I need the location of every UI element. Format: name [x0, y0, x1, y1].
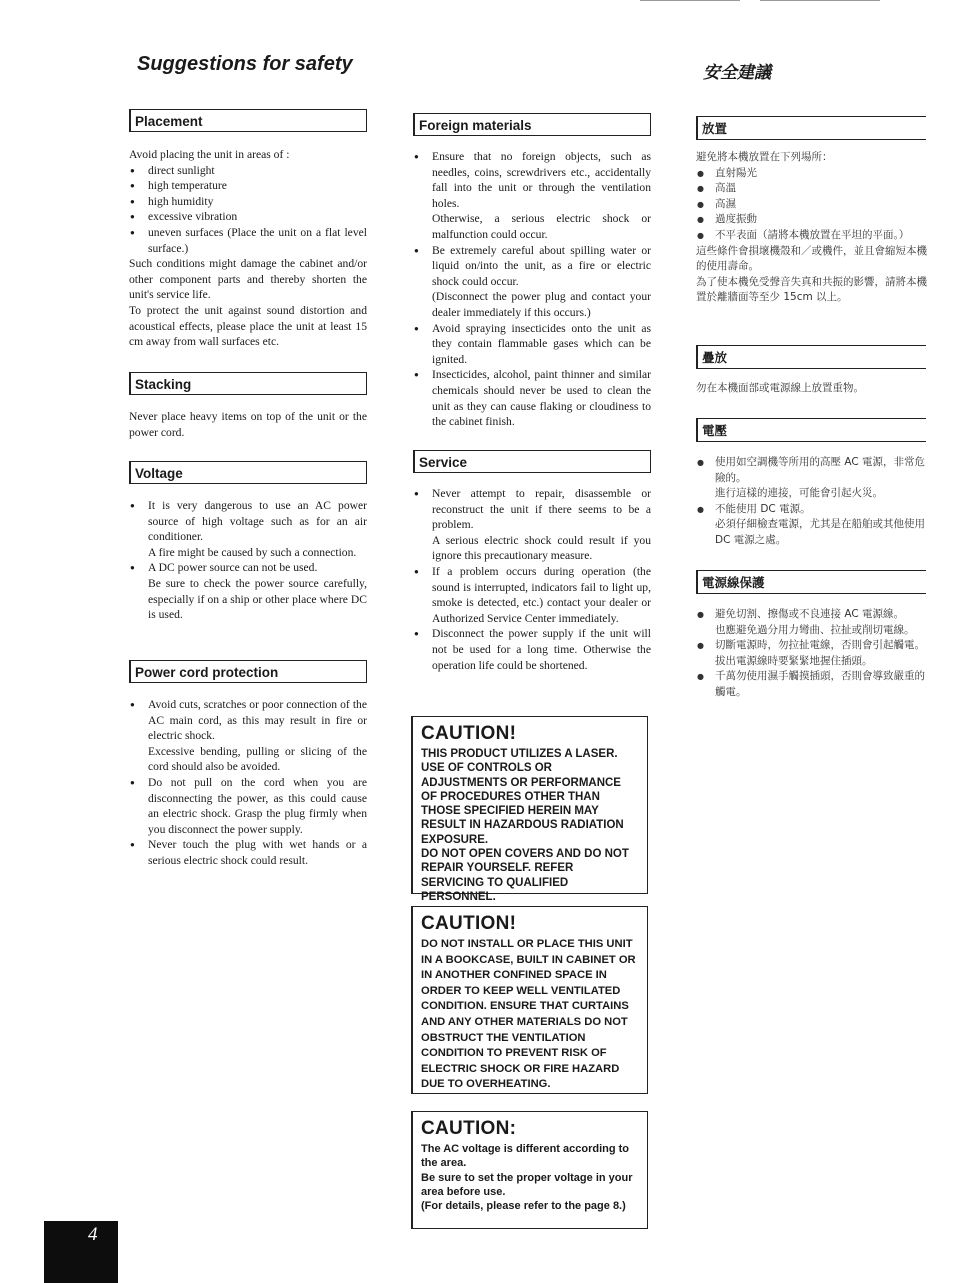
page-title: Suggestions for safety — [137, 53, 353, 75]
list-item-note: 進行這樣的連接，可能會引起火災。 — [715, 487, 883, 500]
list-item: ● Ensure that no foreign objects, such as needles, coins, screwdrivers etc., accidentally fall into the unit or through the ventilation holes. — [413, 149, 651, 211]
list-item-note: Otherwise, a serious electric shock or malfunction could occur. — [432, 212, 651, 241]
list-item-note: 拔出電源線時要緊緊地握住插頭。 — [715, 654, 873, 667]
list-item: ● high temperature — [129, 178, 367, 194]
voltage-section — [129, 498, 367, 623]
section-heading-stacking: Stacking — [129, 372, 367, 395]
cn-placement-section — [696, 150, 928, 306]
placement-paragraph: To protect the unit against sound distortion and acoustical effects, please place the unit at least 15 cm away from wall surfaces etc. — [129, 303, 367, 349]
power-cord-section — [129, 697, 367, 869]
placement-intro: Avoid placing the unit in areas of : — [129, 148, 290, 161]
caution-box-laser — [411, 716, 648, 903]
cn-voltage-section — [696, 455, 928, 549]
cn-stacking-section — [696, 381, 928, 397]
page-number: 4 — [88, 1224, 98, 1245]
list-item: ● Avoid cuts, scratches or poor connection of the AC main cord, as this may result in fire or electric shock. — [129, 697, 367, 744]
foreign-materials-section — [413, 149, 651, 430]
section-heading-power-cord: Power cord protection — [129, 660, 367, 683]
caution-text: The AC voltage is different according to the area. — [421, 1143, 630, 1170]
cn-placement-paragraph: 為了使本機免受聲音失真和共振的影響，請將本機置於離牆面等至少 15cm 以上。 — [696, 275, 927, 304]
cn-stacking-text: 勿在本機面部或電源線上放置重物。 — [696, 382, 864, 394]
section-heading-cn-power-cord: 電源線保護 — [696, 570, 926, 594]
list-item: ● 過度振動 — [696, 212, 928, 228]
list-item-note: (Disconnect the power plug and contact your dealer immediately if this occurs.) — [432, 290, 651, 319]
cn-power-cord-section — [696, 607, 928, 701]
list-item: ● Insecticides, alcohol, paint thinner and similar chemicals should never be used to clean the unit as they can cause flaking or cloudiness to the cabinet finish. — [413, 367, 651, 429]
page-title-cn: 安全建議 — [703, 63, 771, 83]
caution-box-voltage — [411, 1111, 648, 1229]
list-item: ● 不能使用 DC 電源。 — [696, 502, 928, 518]
list-item: ● A DC power source can not be used. — [129, 560, 367, 576]
section-heading-foreign-materials: Foreign materials — [413, 113, 651, 136]
placement-section — [129, 147, 367, 350]
caution-box-ventilation — [411, 906, 648, 1094]
caution-text: (For details, please refer to the page 8.) — [421, 1200, 626, 1213]
stacking-text: Never place heavy items on top of the unit or the power cord. — [129, 410, 367, 439]
caution-title: CAUTION! — [421, 913, 517, 934]
list-item: ● 切斷電源時，勿拉扯電線，否則會引起觸電。 — [696, 638, 928, 654]
list-item: ● Disconnect the power supply if the unit will not be used for a long time. Otherwise the operation life could be shortened. — [413, 626, 651, 673]
list-item: ● Be extremely careful about spilling water or liquid on/into the unit, as a fire or electric shock could occur. — [413, 243, 651, 290]
list-item: ● It is very dangerous to use an AC power source of high voltage such as for an air conditioner. — [129, 498, 367, 545]
cn-placement-intro: 避免將本機放置在下列場所： — [696, 151, 833, 163]
list-item: ● 高濕 — [696, 197, 928, 213]
list-item-note: A serious electric shock could result if you ignore this precautionary measure. — [432, 533, 651, 563]
scan-mark — [760, 0, 880, 1]
list-item: ● excessive vibration — [129, 209, 367, 225]
list-item-note: 也應避免過分用力彎曲、拉扯或削切電線。 — [715, 623, 915, 636]
list-item: ● Never attempt to repair, disassemble or reconstruct the unit if there seems to be a problem. — [413, 486, 651, 533]
caution-text: Be sure to set the proper voltage in your area before use. — [421, 1171, 633, 1198]
list-item: ● Do not pull on the cord when you are disconnecting the power, as this could cause an electric shock. Grasp the plug firmly when you disconnect the power supply. — [129, 775, 367, 837]
list-item: ● Never touch the plug with wet hands or a serious electric shock could result. — [129, 837, 367, 868]
section-heading-voltage: Voltage — [129, 461, 367, 484]
section-heading-placement: Placement — [129, 109, 367, 132]
list-item-note: 必須仔細檢查電源，尤其是在船舶或其他使用 DC 電源之處。 — [715, 518, 925, 546]
section-heading-cn-placement: 放置 — [696, 116, 926, 140]
caution-text: THIS PRODUCT UTILIZES A LASER. USE OF CONTROLS OR ADJUSTMENTS OR PERFORMANCE OF PROCEDURES OTHER THAN THOSE SPECIFIED HEREIN MAY RESULT IN HAZARDOUS RADIATION EXPOSURE. — [421, 748, 624, 846]
stacking-section — [129, 409, 367, 440]
list-item: ● 直射陽光 — [696, 166, 928, 182]
cn-placement-paragraph: 這些條件會損壞機殼和／或機件，並且會縮短本機的使用壽命。 — [696, 244, 927, 273]
list-item: ● 不平表面（請將本機放置在平坦的平面。） — [696, 228, 928, 244]
caution-title: CAUTION: — [421, 1118, 517, 1139]
list-item-note: Excessive bending, pulling or slicing of the cord should also be avoided. — [148, 744, 367, 774]
list-item: ● direct sunlight — [129, 163, 367, 179]
caution-text: DO NOT OPEN COVERS AND DO NOT REPAIR YOURSELF. REFER SERVICING TO QUALIFIED PERSONNEL. — [421, 848, 629, 903]
list-item: ● If a problem occurs during operation (the sound is interrupted, indicators fail to light up, smoke is detected, etc.) contact your dealer or Authorized Service Center immediately. — [413, 564, 651, 626]
caution-title: CAUTION! — [421, 723, 517, 744]
page-number-block — [44, 1221, 118, 1283]
section-heading-service: Service — [413, 450, 651, 473]
list-item: ● 避免切割、擦傷或不良連接 AC 電源線。 — [696, 607, 928, 623]
scan-mark — [640, 0, 740, 1]
section-heading-cn-stacking: 疊放 — [696, 345, 926, 369]
list-item-note: Be sure to check the power source carefully, especially if on a ship or other place where DC is used. — [148, 576, 367, 622]
placement-paragraph: Such conditions might damage the cabinet and/or other component parts and thereby shorten the unit's service life. — [129, 257, 367, 302]
list-item: ● 高溫 — [696, 181, 928, 197]
list-item: ● 使用如空調機等所用的高壓 AC 電源，非常危險的。 — [696, 455, 928, 486]
section-heading-cn-voltage: 電壓 — [696, 418, 926, 442]
list-item: ● 千萬勿使用濕手觸摸插頭，否則會導致嚴重的觸電。 — [696, 669, 928, 700]
list-item: ● uneven surfaces (Place the unit on a flat level surface.) — [129, 225, 367, 256]
caution-text: DO NOT INSTALL OR PLACE THIS UNIT IN A BOOKCASE, BUILT IN CABINET OR IN ANOTHER CONFINED SPACE IN ORDER TO KEEP WELL VENTILATED CONDITION. ENSURE THAT CURTAINS AND ANY OTHER MATERIALS DO NOT OBSTRUCT THE VENTILATION CONDITION TO PREVENT RISK OF ELECTRIC SHOCK OR FIRE HAZARD DUE TO OVERHEATING. — [421, 938, 636, 1091]
list-item: ● high humidity — [129, 194, 367, 210]
list-item-note: A fire might be caused by such a connection. — [148, 545, 357, 559]
service-section — [413, 486, 651, 673]
list-item: ● Avoid spraying insecticides onto the unit as they contain flammable gases which can be ignited. — [413, 321, 651, 368]
